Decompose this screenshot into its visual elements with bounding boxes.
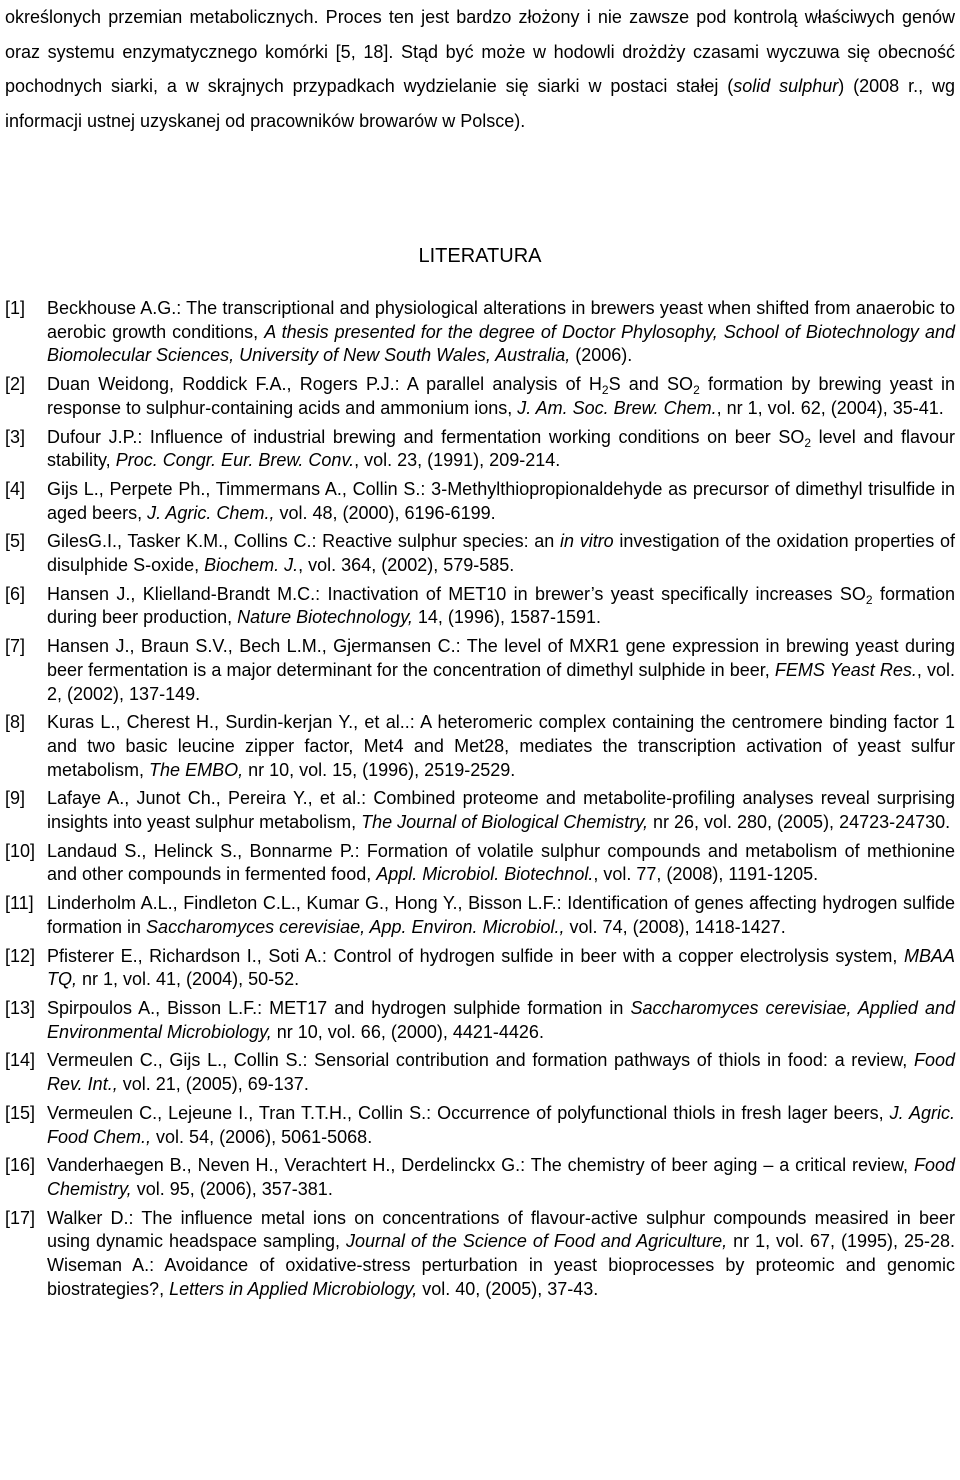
reference-number: [14] xyxy=(5,1050,36,1071)
reference-number: [9] xyxy=(5,788,26,809)
reference-list xyxy=(5,297,955,1306)
reference-item: [10] Landaud S., Helinck S., Bonnarme P.: Formation of volatile sulphur compounds and metabolism of methionine and other compounds in fermented food, Appl. Microbiol. Biotechnol., vol. 77, (2008), 1191-1205. xyxy=(5,840,955,885)
reference-number: [11] xyxy=(5,893,34,914)
reference-item: [11] Linderholm A.L., Findleton C.L., Kumar G., Hong Y., Bisson L.F.: Identification of genes affecting hydrogen sulfide formation in Saccharomyces cerevisiae, App. Environ. Microbiol., vol. 74, (2008), 1418-1427. xyxy=(5,893,955,937)
reference-item: [5] GilesG.I., Tasker K.M., Collins C.: Reactive sulphur species: an in vitro investigation of the oxidation properties of disulphide S-oxide, Biochem. J., vol. 364, (2002), 579-585. xyxy=(5,531,956,576)
reference-item: [14] Vermeulen C., Gijs L., Collin S.: Sensorial contribution and formation pathways of thiols in food: a review, Food Rev. Int., vol. 21, (2005), 69-137. xyxy=(5,1050,955,1095)
reference-item: [12] Pfisterer E., Richardson I., Soti A.: Control of hydrogen sulfide in beer with a copper electrolysis system, MBAA TQ, nr 1, vol. 41, (2004), 50-52. xyxy=(5,945,955,990)
reference-number: [5] xyxy=(5,531,26,552)
reference-number: [7] xyxy=(5,636,26,657)
reference-number: [15] xyxy=(5,1102,36,1123)
reference-item: [1] Beckhouse A.G.: The transcriptional and physiological alterations in brewers yeast when shifted from anaerobic to aerobic growth conditions, A thesis presented for the degree of Doctor Phylosophy, School of Biotechnology and Biomolecular Sciences, University of New South Wales, Australia, (2006). xyxy=(5,298,956,366)
reference-number: [3] xyxy=(5,426,26,447)
reference-number: [8] xyxy=(5,712,26,733)
intro-paragraph xyxy=(5,0,955,138)
section-heading: LITERATURA xyxy=(418,245,542,267)
reference-item: [15] Vermeulen C., Lejeune I., Tran T.T.H., Collin S.: Occurrence of polyfunctional thiols in fresh lager beers, J. Agric. Food Chem., vol. 54, (2006), 5061-5068. xyxy=(5,1102,955,1147)
reference-number: [10] xyxy=(5,840,36,861)
reference-item: [7] Hansen J., Braun S.V., Bech L.M., Gjermansen C.: The level of MXR1 gene expression in brewing yeast during beer fermentation is a major determinant for the concentration of dimethyl sulphide in beer, FEMS Yeast Res., vol. 2, (2002), 137-149. xyxy=(5,636,955,704)
reference-number: [4] xyxy=(5,478,26,499)
reference-number: [17] xyxy=(5,1207,36,1228)
reference-number: [6] xyxy=(5,583,26,604)
reference-item: [6] Hansen J., Klielland-Brandt M.C.: Inactivation of MET10 in brewer’s yeast specifically increases $SO_2$ formation during beer production, Nature Biotechnology, 14, (1996), 1587-1591. xyxy=(5,583,955,628)
reference-number: [12] xyxy=(5,945,36,966)
reference-item: [4] Gijs L., Perpete Ph., Timmermans A., Collin S.: 3-Methylthiopropionaldehyde as precursor of dimethyl trisulfide in aged beers, J. Agric. Chem., vol. 48, (2000), 6196-6199. xyxy=(5,478,955,523)
reference-item: [17] Walker D.: The influence metal ions on concentrations of flavour-active sulphur compounds measired in beer using dynamic headspace sampling, Journal of the Science of Food and Agriculture, nr 1, vol. 67, (1995), 25-28. Wiseman A.: Avoidance of oxidative-stress perturbation in yeast bioprocesses by proteomic and genomic biostrategies?, Letters in Applied Microbiology, vol. 40, (2005), 37-43. xyxy=(5,1207,955,1299)
intro-text: określonych przemian metabolicznych. Proces ten jest bardzo złożony i nie zawsze pod kontrolą właściwych genów oraz systemu enzymatycznego komórki [5, 18]. Stąd być może w hodowli drożdży czasami wyczuwa się obecność pochodnych siarki, a w skrajnych przypadkach wydzielanie się siarki w postaci stałej (solid sulphur) (2008 r., wg informacji ustnej uzyskanej od pracowników browarów w Polsce). xyxy=(5,7,956,131)
reference-item: [16] Vanderhaegen B., Neven H., Verachtert H., Derdelinckx G.: The chemistry of beer aging – a critical review, Food Chemistry, vol. 95, (2006), 357-381. xyxy=(5,1155,955,1199)
reference-item: [9] Lafaye A., Junot Ch., Pereira Y., et al.: Combined proteome and metabolite-profiling analyses reveal surprising insights into yeast sulphur metabolism, The Journal of Biological Chemistry, nr 26, vol. 280, (2005), 24723-24730. xyxy=(5,788,955,833)
reference-number: [1] xyxy=(5,298,26,318)
reference-item: [8] Kuras L., Cherest H., Surdin-kerjan Y., et al..: A heteromeric complex containing the centromere binding factor 1 and two basic leucine zipper factor, Met4 and Met28, mediates the transcription activation of yeast sulfur metabolism, The EMBO, nr 10, vol. 15, (1996), 2519-2529. xyxy=(5,712,955,780)
reference-item: [3] Dufour J.P.: Influence of industrial brewing and fermentation working conditions on beer $SO_2$ level and flavour stability, Proc. Congr. Eur. Brew. Conv., vol. 23, (1991), 209-214. xyxy=(5,426,955,471)
reference-item: [2] Duan Weidong, Roddick F.A., Rogers P.J.: A parallel analysis of $H_2S$ and $SO_2$ formation by brewing yeast in response to sulphur-containing acids and ammonium ions, J. Am. Soc. Brew. Chem., nr 1, vol. 62, (2004), 35-41. xyxy=(5,374,955,418)
reference-number: [13] xyxy=(5,997,36,1018)
reference-number: [2] xyxy=(5,374,26,395)
reference-number: [16] xyxy=(5,1155,36,1176)
reference-item: [13] Spirpoulos A., Bisson L.F.: MET17 and hydrogen sulphide formation in Saccharomyces cerevisiae, Applied and Environmental Microbiology, nr 10, vol. 66, (2000), 4421-4426. xyxy=(5,997,955,1042)
